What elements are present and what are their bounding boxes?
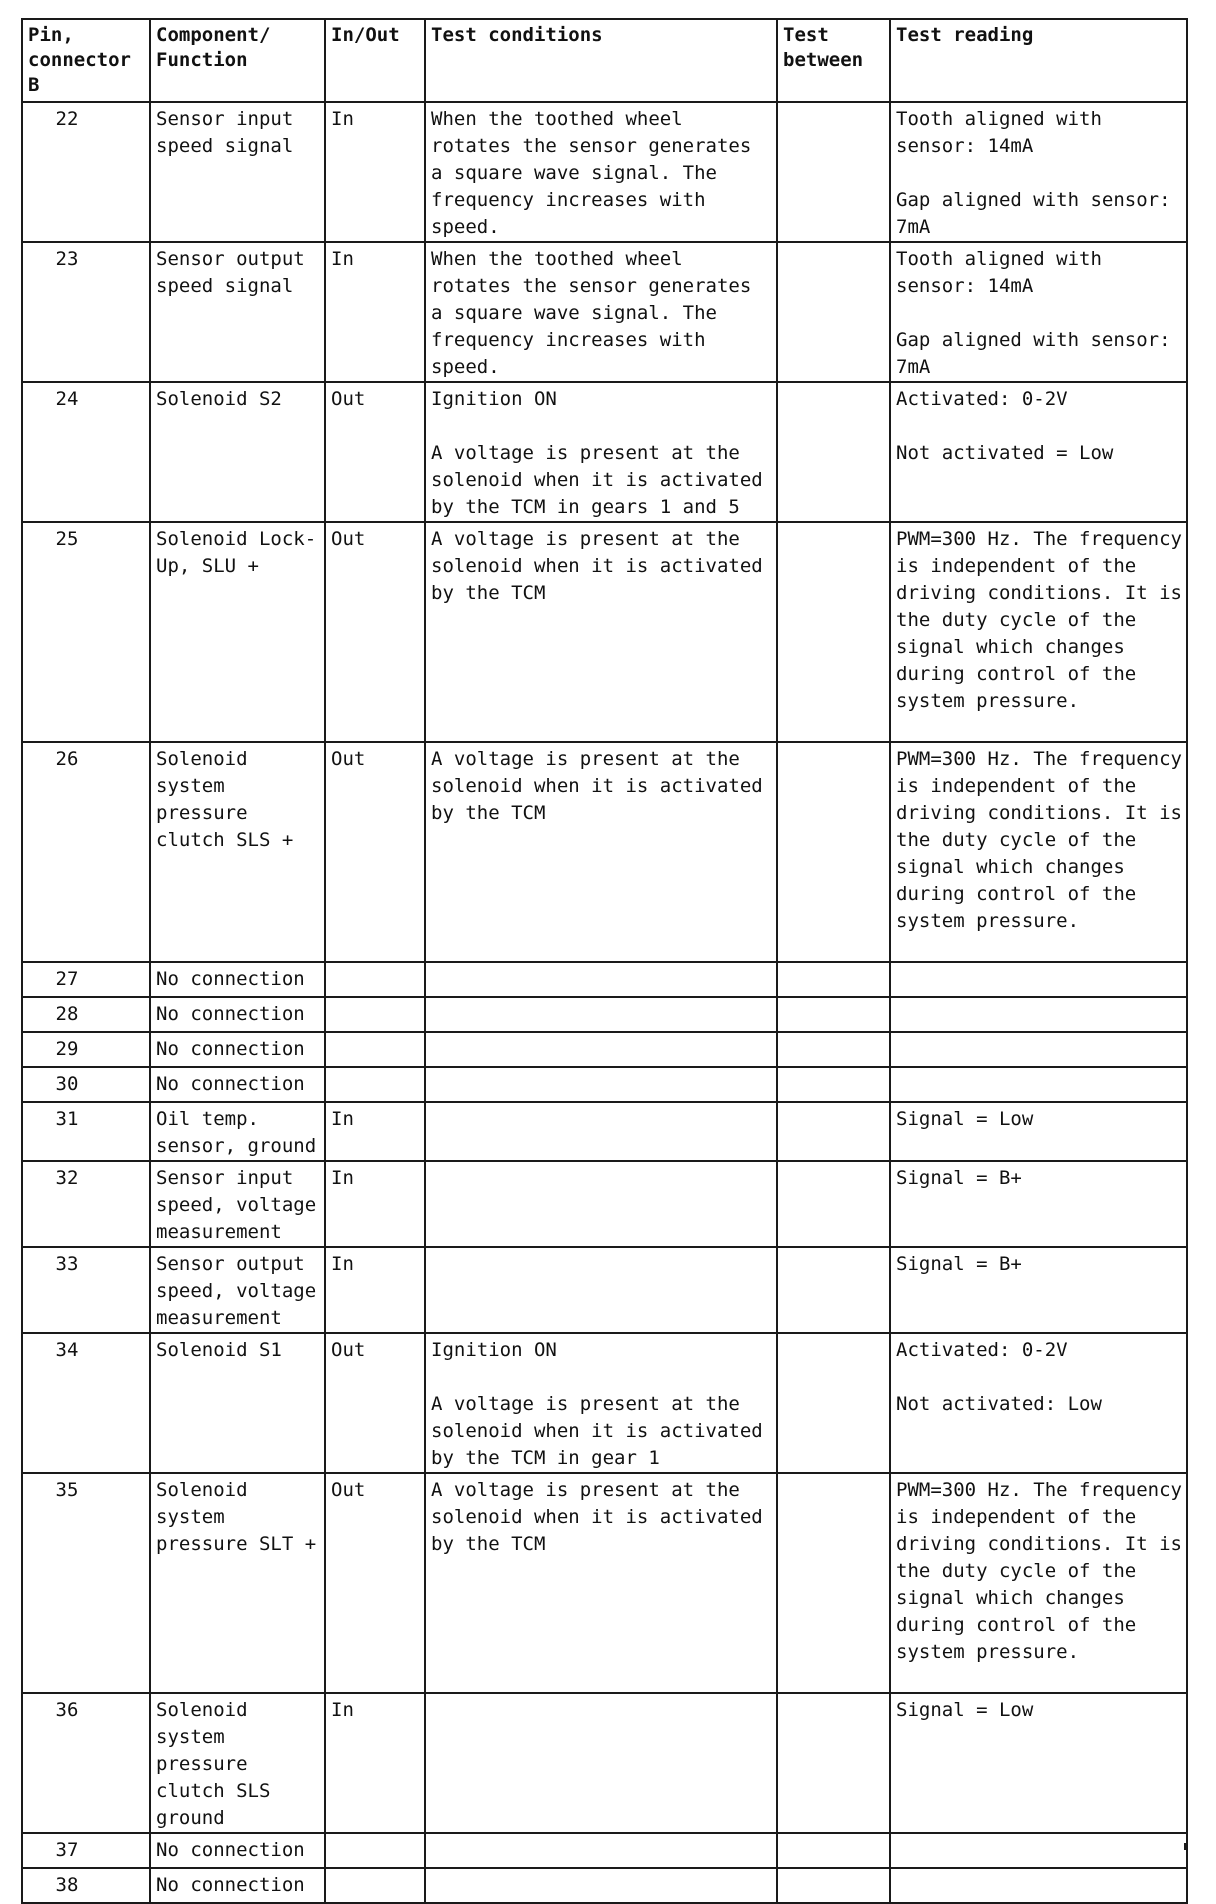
table-row (22, 522, 1187, 742)
cell-test-conditions (425, 1333, 777, 1473)
cell-inout (325, 1868, 425, 1903)
cell-pin: 27 (22, 962, 150, 997)
cell-component: Solenoid S2 (150, 382, 325, 522)
cell-test-between (777, 382, 890, 522)
cell-test-conditions-paragraph: Ignition ON (431, 388, 557, 410)
cell-test-reading-paragraph: Activated: 0-2V (896, 388, 1068, 410)
cell-test-reading (890, 522, 1187, 742)
cell-test-reading (890, 962, 1187, 997)
cell-test-reading-paragraph: PWM=300 Hz. The frequency is independent of the driving conditions. It is the duty cycle of the signal which changes during control of the system pressure. (896, 748, 1182, 932)
cell-component: No connection (150, 1868, 325, 1903)
cell-test-conditions-paragraph: A voltage is present at the solenoid when it is activated by the TCM (431, 1479, 763, 1555)
cell-test-between (777, 1102, 890, 1161)
cell-test-reading-paragraph: Tooth aligned with sensor: 14mA (896, 108, 1102, 157)
cell-test-reading (890, 1067, 1187, 1102)
cell-pin: 26 (22, 742, 150, 962)
cell-pin: 25 (22, 522, 150, 742)
cell-test-conditions (425, 522, 777, 742)
cell-test-reading (890, 1032, 1187, 1067)
cell-test-between (777, 997, 890, 1032)
cell-test-reading-paragraph: Signal = B+ (896, 1167, 1022, 1189)
table-row (22, 242, 1187, 382)
cell-component: No connection (150, 1833, 325, 1868)
cell-pin: 24 (22, 382, 150, 522)
cell-test-reading (890, 382, 1187, 522)
cell-inout (325, 962, 425, 997)
cell-pin: 22 (22, 102, 150, 242)
cell-inout: In (325, 1161, 425, 1247)
table-body (22, 102, 1187, 1903)
cell-test-between (777, 1473, 890, 1693)
cell-component: Sensor output speed, voltage measurement (150, 1247, 325, 1333)
cell-test-between (777, 742, 890, 962)
table-row (22, 1067, 1187, 1102)
cell-test-conditions (425, 962, 777, 997)
cell-test-reading-paragraph: Gap aligned with sensor: 7mA (896, 189, 1171, 238)
cell-pin: 38 (22, 1868, 150, 1903)
cell-test-conditions (425, 997, 777, 1032)
cell-component: No connection (150, 962, 325, 997)
cell-test-between (777, 1067, 890, 1102)
table-row (22, 382, 1187, 522)
cell-component: Sensor output speed signal (150, 242, 325, 382)
cell-test-reading (890, 1161, 1187, 1247)
cell-inout (325, 997, 425, 1032)
cell-pin: 30 (22, 1067, 150, 1102)
table-row (22, 962, 1187, 997)
cell-test-conditions (425, 1067, 777, 1102)
table-row (22, 102, 1187, 242)
cell-test-reading-paragraph: PWM=300 Hz. The frequency is independent of the driving conditions. It is the duty cycle of the signal which changes during control of the system pressure. (896, 1479, 1182, 1663)
table-row (22, 1833, 1187, 1868)
cell-pin: 32 (22, 1161, 150, 1247)
cell-component: Sensor input speed, voltage measurement (150, 1161, 325, 1247)
table-row (22, 997, 1187, 1032)
cell-test-conditions (425, 1473, 777, 1693)
header-pin: Pin, connector B (22, 19, 150, 102)
cell-test-between (777, 1161, 890, 1247)
cell-test-conditions (425, 1102, 777, 1161)
cell-test-reading-paragraph: Signal = B+ (896, 1253, 1022, 1275)
cell-test-conditions (425, 1247, 777, 1333)
cell-test-reading-paragraph: Not activated: Low (896, 1393, 1102, 1415)
table-row (22, 1333, 1187, 1473)
cell-test-reading-paragraph: Gap aligned with sensor: 7mA (896, 329, 1171, 378)
cell-test-reading-paragraph: Not activated = Low (896, 442, 1114, 464)
cell-test-conditions-paragraph: A voltage is present at the solenoid when it is activated by the TCM in gears 1 and 5 (431, 442, 763, 518)
cell-pin: 23 (22, 242, 150, 382)
header-component: Component/ Function (150, 19, 325, 102)
cell-component: Solenoid system pressure SLT + (150, 1473, 325, 1693)
cell-test-between (777, 1247, 890, 1333)
cell-test-reading-paragraph: Signal = Low (896, 1699, 1034, 1721)
cell-pin: 36 (22, 1693, 150, 1833)
cell-test-conditions (425, 742, 777, 962)
cell-test-between (777, 242, 890, 382)
cell-test-reading (890, 242, 1187, 382)
cell-test-conditions-paragraph: When the toothed wheel rotates the sensor generates a square wave signal. The frequency increases with speed. (431, 248, 752, 378)
cell-test-conditions-paragraph: A voltage is present at the solenoid when it is activated by the TCM (431, 748, 763, 824)
cell-test-reading (890, 997, 1187, 1032)
cell-inout: Out (325, 1333, 425, 1473)
cell-test-reading (890, 1833, 1187, 1868)
cell-test-reading (890, 102, 1187, 242)
cell-test-conditions-paragraph: A voltage is present at the solenoid when it is activated by the TCM in gear 1 (431, 1393, 763, 1469)
cell-test-between (777, 1333, 890, 1473)
cell-component: No connection (150, 997, 325, 1032)
cell-component: Solenoid system pressure clutch SLS + (150, 742, 325, 962)
cell-test-reading-paragraph: PWM=300 Hz. The frequency is independent of the driving conditions. It is the duty cycle of the signal which changes during control of the system pressure. (896, 528, 1182, 712)
cell-pin: 34 (22, 1333, 150, 1473)
cell-test-between (777, 102, 890, 242)
table-header-row (22, 19, 1187, 102)
pin-test-table (21, 18, 1188, 1904)
cell-inout (325, 1833, 425, 1868)
cell-test-conditions (425, 1868, 777, 1903)
cell-test-between (777, 1868, 890, 1903)
cell-test-between (777, 962, 890, 997)
cell-inout: Out (325, 742, 425, 962)
table-row (22, 1693, 1187, 1833)
cell-test-reading (890, 1102, 1187, 1161)
cell-component: No connection (150, 1067, 325, 1102)
cell-test-conditions-paragraph: A voltage is present at the solenoid when it is activated by the TCM (431, 528, 763, 604)
cell-test-between (777, 1833, 890, 1868)
cell-test-conditions (425, 382, 777, 522)
cell-test-reading (890, 1333, 1187, 1473)
cell-test-conditions (425, 1693, 777, 1833)
header-test-conditions: Test conditions (425, 19, 777, 102)
cell-inout: In (325, 1247, 425, 1333)
cell-test-conditions-paragraph: Ignition ON (431, 1339, 557, 1361)
cell-test-between (777, 1693, 890, 1833)
cell-component: Solenoid system pressure clutch SLS ground (150, 1693, 325, 1833)
table-row (22, 1473, 1187, 1693)
cell-inout: Out (325, 382, 425, 522)
cell-test-conditions (425, 102, 777, 242)
cell-test-conditions (425, 1032, 777, 1067)
cell-component: Solenoid S1 (150, 1333, 325, 1473)
cell-test-reading (890, 1868, 1187, 1903)
cell-test-reading (890, 1473, 1187, 1693)
cell-component: Sensor input speed signal (150, 102, 325, 242)
cell-test-reading (890, 1693, 1187, 1833)
table-row (22, 1247, 1187, 1333)
table-row (22, 1161, 1187, 1247)
cell-component: Solenoid Lock-Up, SLU + (150, 522, 325, 742)
table-row (22, 742, 1187, 962)
table-row (22, 1032, 1187, 1067)
cell-test-between (777, 1032, 890, 1067)
cell-inout: In (325, 1693, 425, 1833)
cell-test-reading-paragraph: Signal = Low (896, 1108, 1034, 1130)
cell-inout: Out (325, 1473, 425, 1693)
cell-test-reading-paragraph: Activated: 0-2V (896, 1339, 1068, 1361)
header-test-between: Test between (777, 19, 890, 102)
cell-pin: 33 (22, 1247, 150, 1333)
cell-test-conditions-paragraph: When the toothed wheel rotates the sensor generates a square wave signal. The frequency increases with speed. (431, 108, 752, 238)
cell-inout: In (325, 102, 425, 242)
cell-inout: In (325, 1102, 425, 1161)
cell-pin: 31 (22, 1102, 150, 1161)
cell-inout (325, 1067, 425, 1102)
cell-inout (325, 1032, 425, 1067)
header-test-reading: Test reading (890, 19, 1187, 102)
pin-test-document (21, 18, 1186, 1904)
cell-test-between (777, 522, 890, 742)
table-continuation-lines (21, 1843, 1186, 1850)
cell-inout: In (325, 242, 425, 382)
header-inout: In/Out (325, 19, 425, 102)
cell-test-conditions (425, 1161, 777, 1247)
cell-test-conditions (425, 1833, 777, 1868)
cell-inout: Out (325, 522, 425, 742)
cell-component: No connection (150, 1032, 325, 1067)
cell-test-reading (890, 1247, 1187, 1333)
cell-test-reading (890, 742, 1187, 962)
cell-pin: 35 (22, 1473, 150, 1693)
cell-pin: 28 (22, 997, 150, 1032)
table-row (22, 1102, 1187, 1161)
cell-test-conditions (425, 242, 777, 382)
cell-pin: 37 (22, 1833, 150, 1868)
cell-component: Oil temp. sensor, ground (150, 1102, 325, 1161)
cell-test-reading-paragraph: Tooth aligned with sensor: 14mA (896, 248, 1102, 297)
cell-pin: 29 (22, 1032, 150, 1067)
table-row (22, 1868, 1187, 1903)
